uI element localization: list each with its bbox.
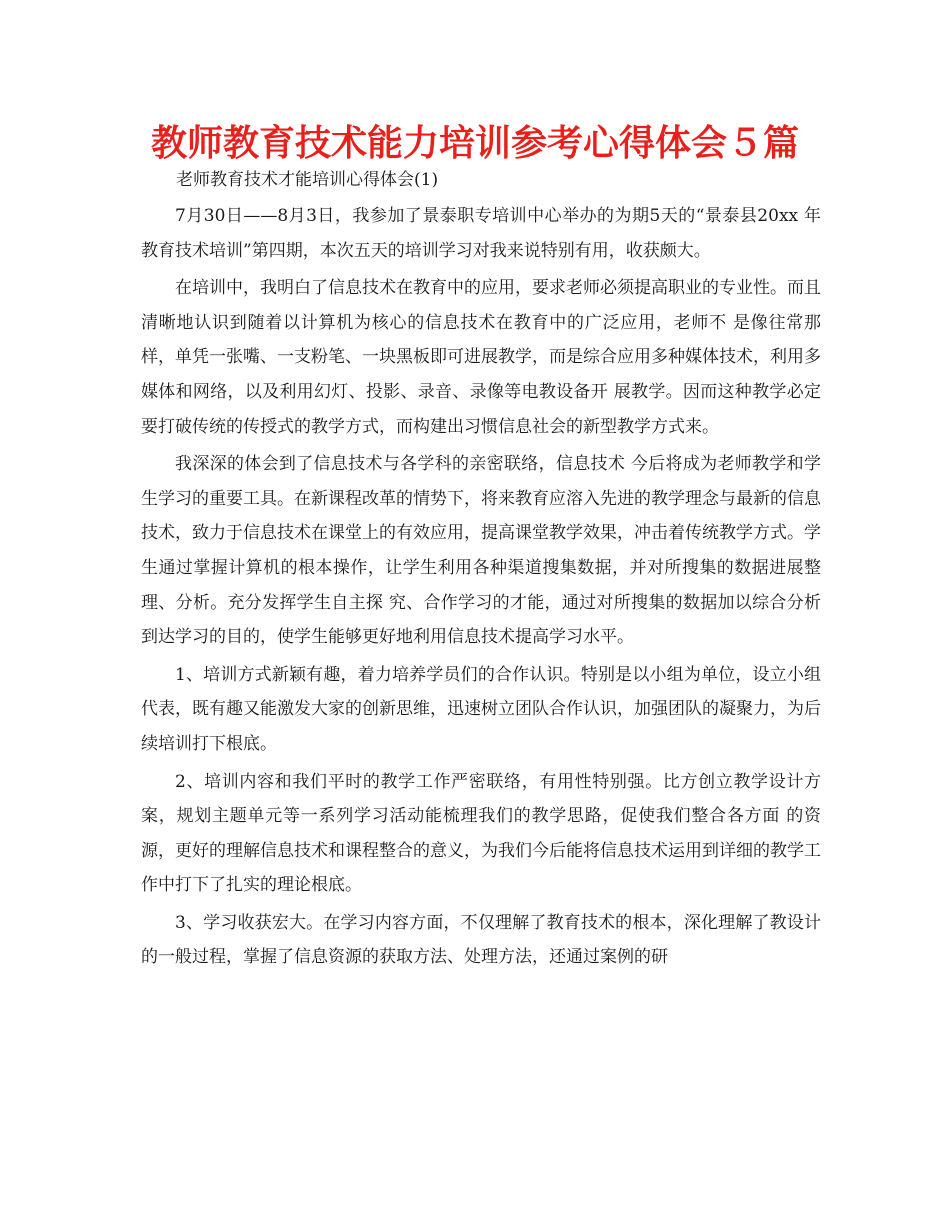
document-body xyxy=(141,199,821,975)
paragraph: 7月30日——8月3日，我参加了景泰职专培训中心举办的为期5天的“景泰县20xx 年教育技术培训”第四期，本次五天的培训学习对我来说特别有用，收获颇大。 xyxy=(141,206,821,261)
document-title: 教师教育技术能力培训参考心得体会５篇 xyxy=(150,122,799,164)
document-subtitle: 老师教育技术才能培训心得体会(1) xyxy=(176,170,439,190)
paragraph: 3、学习收获宏大。在学习内容方面，不仅理解了教育技术的根本，深化理解了教设计的一般过程，掌握了信息资源的获取方法、处理方法，还通过案例的研 xyxy=(141,912,821,968)
paragraph: 我深深的体会到了信息技术与各学科的亲密联络，信息技术 今后将成为老师教学和学生学习的重要工具。在新课程改革的情势下，将来教育应溶入先进的教学理念与最新的信息技术，致力于信息技术在课堂上的有效应用，提高课堂教学效果，冲击着传统教学方式。学生通过掌握计算机的根本操作，让学生利用各种渠道搜集数据，并对所搜集的数据进展整理、分析。充分发挥学生自主探 究、合作学习的才能，通过对所搜集的数据加以综合分析到达学习的目的，使学生能够更好地利用信息技术提高学习水平。 xyxy=(141,454,821,648)
paragraph: 在培训中，我明白了信息技术在教育中的应用，要求老师必须提高职业的专业性。而且清晰地认识到随着以计算机为核心的信息技术在教育中的广泛应用，老师不 是像往常那样，单凭一张嘴、一支粉笔、一块黑板即可进展教学，而是综合应用多种媒体技术，利用多媒体和网络，以及利用幻灯、投影、录音、录像等电教设备开 展教学。因而这种教学必定要打破传统的传授式的教学方式，而构建出习惯信息社会的新型教学方式来。 xyxy=(141,278,821,437)
paragraph: 1、培训方式新颖有趣，着力培养学员们的合作认识。特别是以小组为单位，设立小组代表，既有趣又能激发大家的创新思维，迅速树立团队合作认识，加强团队的凝聚力，为后续培训打下根底。 xyxy=(141,664,821,754)
paragraph: 2、培训内容和我们平时的教学工作严密联络，有用性特别强。比方创立教学设计方案，规划主题单元等一系列学习活动能梳理我们的教学思路，促使我们整合各方面 的资源，更好的理解信息技术和课程整合的意义，为我们今后能将信息技术运用到详细的教学工作中打下了扎实的理论根底。 xyxy=(141,771,821,896)
